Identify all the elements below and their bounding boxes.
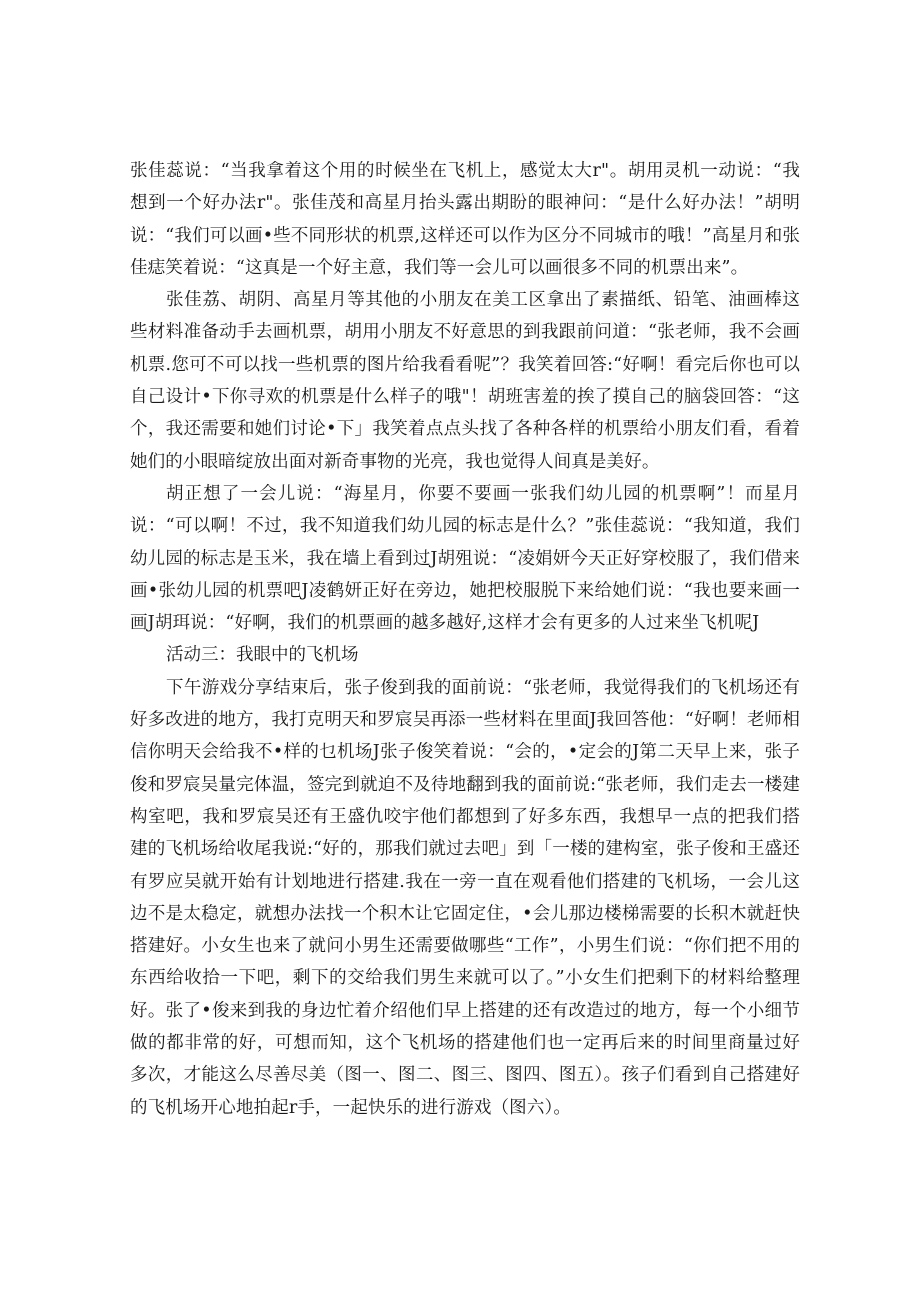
paragraph-2: 张佳荔、胡阴、高星月等其他的小朋友在美工区拿出了素描纸、铅笔、油画棒这些材料准备动手去画机票，胡用小朋友不好意思的到我跟前问道：“张老师，我不会画机票.您可不可以找一些机票的图片给我看看呢”？我笑着回答:“好啊！看完后你也可以自己设计•下你寻欢的机票是什么样子的哦"！胡班害羞的挨了摸自己的脑袋回答：“这个，我还需要和她们讨论•下」我笑着点点头找了各种各样的机票给小朋友们看，看着她们的小眼暗绽放出面对新奇事物的光亮，我也觉得人间真是美好。 [130, 290, 800, 472]
paragraph-4: 下午游戏分享结束后，张子俊到我的面前说：“张老师，我觉得我们的飞机场还有好多改进的地方，我打克明天和罗宸吴再添一些材料在里面J我回答他：“好啊！老师相信你明天会给我不•样的乜机场J张子俊笑着说：“会的，•定会的J第二天早上来，张子俊和罗宸吴量完体温，签完到就迫不及待地翻到我的面前说:“张老师，我们走去一楼建构室吧，我和罗宸吴还有王盛仇咬宇他们都想到了好多东西，我想早一点的把我们搭建的飞机场给收尾我说:“好的，那我们就过去吧」到「一楼的建构室，张子俊和王盛还有罗应吴就开始有计划地进行搭建.我在一旁一直在观看他们搭建的飞机场，一会儿这边不是太稳定，就想办法找一个积木让它固定住，•会儿那边楼梯需要的长积木就赶快搭建好。小女生也来了就问小男生还需要做哪些“工作”，小男生们说：“你们把不用的东西给收拾一下吧，剩下的交给我们男生来就可以了。”小女生们把剩下的材料给整理好。张了•俊来到我的身边忙着介绍他们早上搭建的还有改造过的地方，每一个小细节做的都非常的好，可想而知，这个飞机场的搭建他们也一定再后来的时间里商量过好多次，才能这么尽善尽美（图一、图二、图三、图四、图五）。孩子们看到自己搭建好的飞机场开心地拍起r手，一起快乐的进行游戏（图六）。 [130, 677, 800, 1118]
document-body [130, 155, 800, 1124]
paragraph-3: 胡正想了一会儿说：“海星月，你要不要画一张我们幼儿园的机票啊”！而星月说：“可以啊！不过，我不知道我们幼儿园的标志是什么？”张佳蕊说：“我知道，我们幼儿园的标志是玉米，我在墙上看到过J胡殂说：“凌娟妍今天正好穿校服了，我们借来画•张幼儿园的机票吧J凌鹤妍正好在旁边，她把校服脱下来给她们说：“我也要来画一画J胡珥说：“好啊，我们的机票画的越多越好,这样才会有更多的人过来坐飞机呢J [130, 483, 800, 634]
paragraph-1: 张佳蕊说：“当我拿着这个用的时候坐在飞机上，感觉太大r"。胡用灵机一动说：“我想到一个好办法r"。张佳茂和高星月抬头露出期盼的眼神问：“是什么好办法！”胡明说：“我们可以画•些不同形状的机票,这样还可以作为区分不同城市的哦！”高星月和张佳痣笑着说：“这真是一个好主意，我们等一会儿可以画很多不同的机票出来”。 [130, 161, 800, 278]
section-heading: 活动三：我眼中的飞机场 [166, 645, 359, 666]
